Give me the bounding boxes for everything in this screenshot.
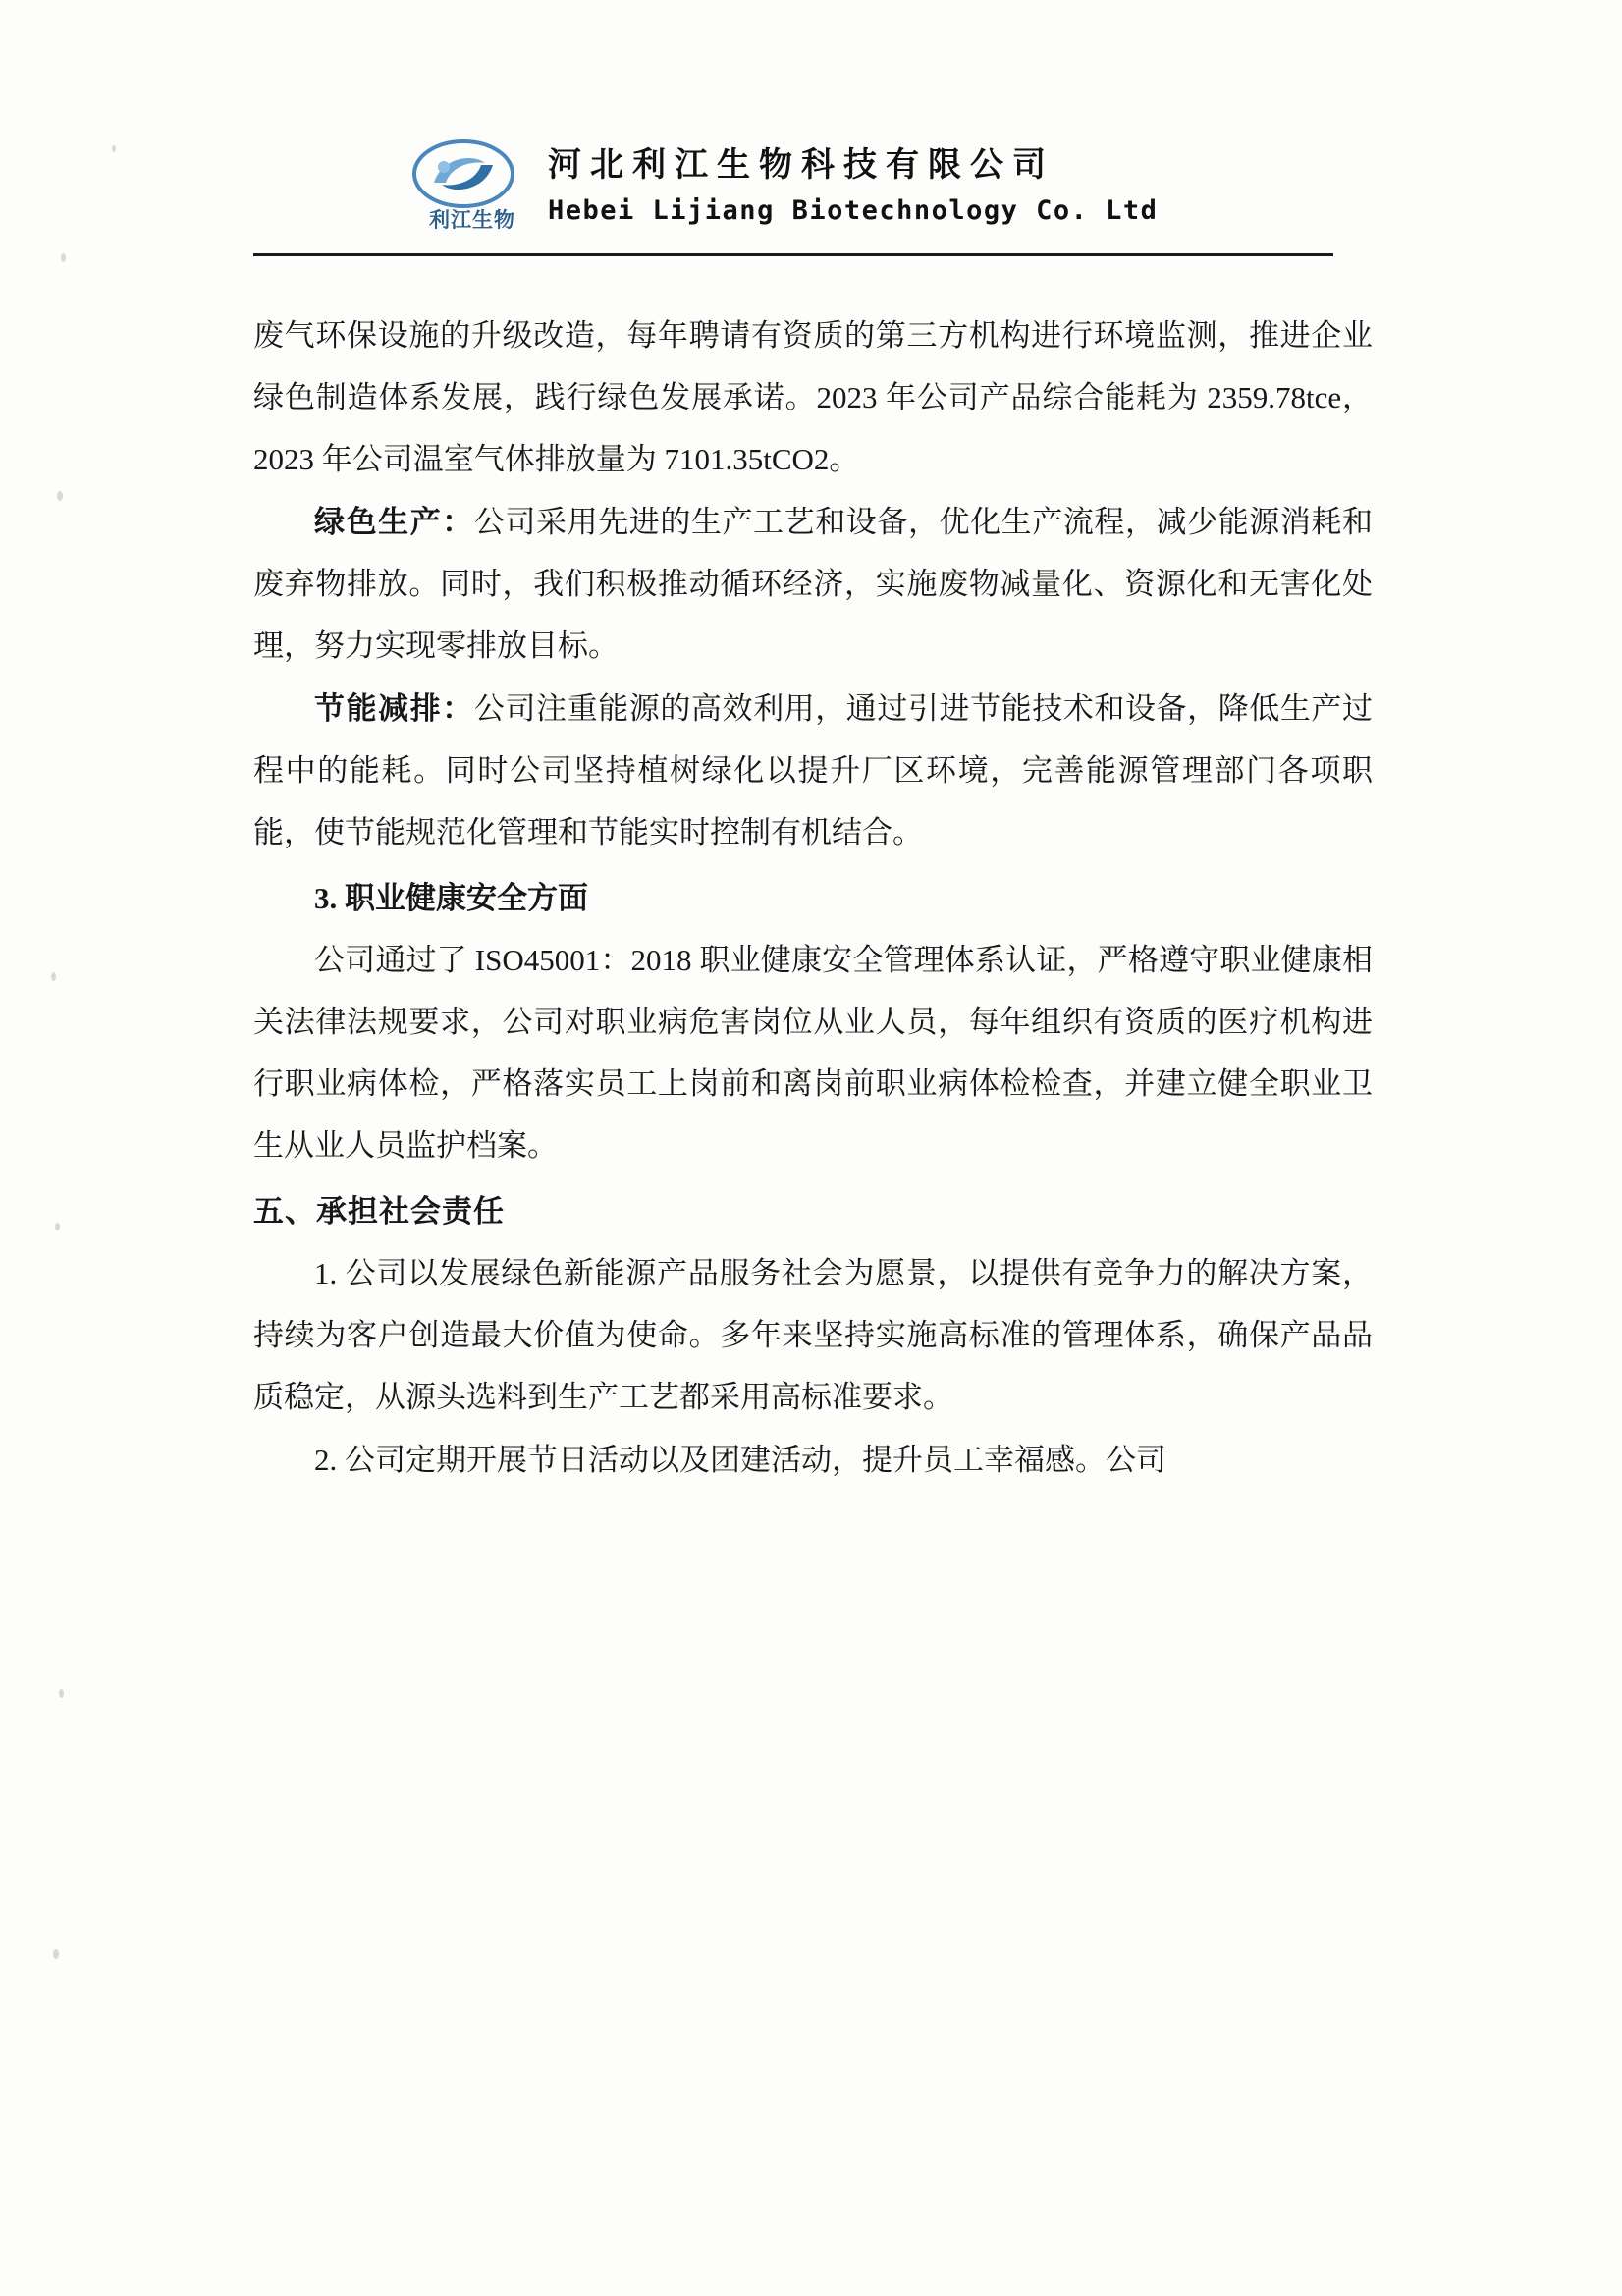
letterhead: [253, 137, 1373, 253]
paragraph-social-responsibility-1: 1. 公司以发展绿色新能源产品服务社会为愿景，以提供有竞争力的解决方案，持续为客户创造最大价值为使命。多年来坚持实施高标准的管理体系，确保产品品质稳定，从源头选料到生产工艺都采用高标准要求。: [253, 1256, 1373, 1414]
paragraph-text: 公司注重能源的高效利用，通过引进节能技术和设备，降低生产过程中的能耗。同时公司坚持植树绿化以提升厂区环境，完善能源管理部门各项职能，使节能规范化管理和节能实时控制有机结合。: [253, 691, 1374, 849]
paragraph-green-production: [253, 491, 1373, 677]
paragraph-lead-label: 节能减排：: [314, 691, 474, 726]
company-name-block: [548, 137, 1373, 226]
paragraph-lead-label: 绿色生产：: [314, 505, 474, 539]
company-name-en: Hebei Lijiang Biotechnology Co. Ltd: [548, 195, 1159, 226]
paragraph-iso45001: 公司通过了 ISO45001：2018 职业健康安全管理体系认证，严格遵守职业健康相关法律法规要求，公司对职业病危害岗位从业人员，每年组织有资质的医疗机构进行职业病体检，严格落实员工上岗前和离岗前职业病体检检查，并建立健全职业卫生从业人员监护档案。: [253, 943, 1373, 1163]
paragraph-energy-saving: [253, 678, 1373, 863]
paragraph-text: 公司采用先进的生产工艺和设备，优化生产流程，减少能源消耗和废弃物排放。同时，我们积极推动循环经济，实施废物减量化、资源化和无害化处理，努力实现零排放目标。: [253, 505, 1374, 663]
scan-speck: [53, 1949, 59, 1959]
header-divider: [253, 253, 1333, 256]
heading-social-responsibility: 五、承担社会责任: [253, 1194, 505, 1229]
company-name-cn: 河北利江生物科技有限公司: [548, 145, 1054, 185]
paragraph-env-continued: 废气环保设施的升级改造，每年聘请有资质的第三方机构进行环境监测，推进企业绿色制造体系发展，践行绿色发展承诺。2023 年公司产品综合能耗为 2359.78tce， 2023 年公司温室气体排放量为 7101.35tCO2。: [253, 318, 1373, 476]
company-logo: [399, 139, 546, 242]
scan-speck: [61, 253, 66, 262]
page-content: [253, 137, 1373, 1492]
scan-speck: [51, 972, 56, 981]
scan-speck: [57, 491, 63, 501]
scan-speck: [55, 1223, 60, 1230]
logo-swirl-icon: [412, 139, 514, 208]
logo-text: 利江生物: [429, 208, 515, 232]
paragraph-social-responsibility-2: 2. 公司定期开展节日活动以及团建活动，提升员工幸福感。公司: [314, 1443, 1166, 1477]
scan-speck: [59, 1689, 64, 1698]
document-body: [253, 304, 1373, 1491]
scan-speck: [112, 145, 116, 152]
heading-occupational-health: 3. 职业健康安全方面: [314, 881, 588, 915]
